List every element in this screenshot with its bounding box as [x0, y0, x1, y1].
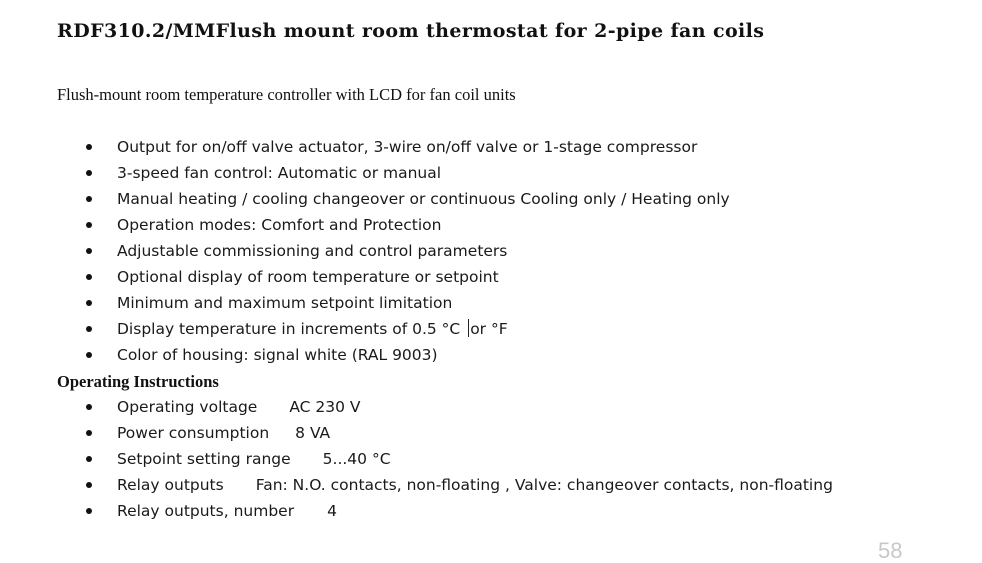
feature-text: Color of housing: signal white (RAL 9003): [117, 346, 438, 364]
page-number: 58: [878, 538, 903, 563]
spec-label: Relay outputs: [117, 476, 224, 494]
bullet-icon: [86, 456, 92, 462]
bullet-icon: [86, 430, 92, 436]
spec-label: Power consumption: [117, 424, 270, 442]
feature-text-part: Display temperature in increments of 0.5 °C: [117, 320, 466, 338]
feature-text: Output for on/off valve actuator, 3-wire on/off valve or 1-stage compressor: [117, 138, 698, 156]
document-subtitle: Flush-mount room temperature controller with LCD for fan coil units: [57, 85, 516, 104]
spec-label: Relay outputs, number: [117, 502, 295, 520]
section-heading: Operating Instructions: [57, 372, 219, 391]
feature-text: Minimum and maximum setpoint limitation: [117, 294, 453, 312]
spec-row: [117, 498, 337, 524]
spec-row: [117, 446, 391, 472]
feature-text: 3-speed fan control: Automatic or manual: [117, 164, 442, 182]
spec-value: 5...40 °C: [322, 450, 391, 468]
feature-text: Operation modes: Comfort and Protection: [117, 216, 442, 234]
bullet-icon: [86, 404, 92, 410]
spec-value: 8 VA: [295, 424, 331, 442]
bullet-icon: [86, 196, 92, 202]
document-title: RDF310.2/MMFlush mount room thermostat for 2-pipe fan coils: [57, 20, 765, 42]
bullet-icon: [86, 352, 92, 358]
spec-value: AC 230 V: [289, 398, 361, 416]
bullet-icon: [86, 248, 92, 254]
spec-value: Fan: N.O. contacts, non-floating , Valve: changeover contacts, non-floating: [255, 476, 833, 494]
bullet-icon: [86, 274, 92, 280]
spec-row: [117, 420, 330, 446]
feature-text: Optional display of room temperature or setpoint: [117, 268, 499, 286]
spec-label: Setpoint setting range: [117, 450, 291, 468]
bullet-icon: [86, 508, 92, 514]
bullet-icon: [86, 482, 92, 488]
feature-text-part: or °F: [470, 320, 508, 338]
spec-row: [117, 472, 833, 498]
spec-label: Operating voltage: [117, 398, 258, 416]
spec-row: [117, 394, 361, 420]
feature-text-editable[interactable]: [117, 316, 508, 342]
bullet-icon: [86, 170, 92, 176]
bullet-icon: [86, 222, 92, 228]
bullet-icon: [86, 326, 92, 332]
spec-value: 4: [327, 502, 337, 520]
feature-text: Adjustable commissioning and control parameters: [117, 242, 508, 260]
bullet-icon: [86, 300, 92, 306]
feature-text: Manual heating / cooling changeover or continuous Cooling only / Heating only: [117, 190, 730, 208]
bullet-icon: [86, 144, 92, 150]
